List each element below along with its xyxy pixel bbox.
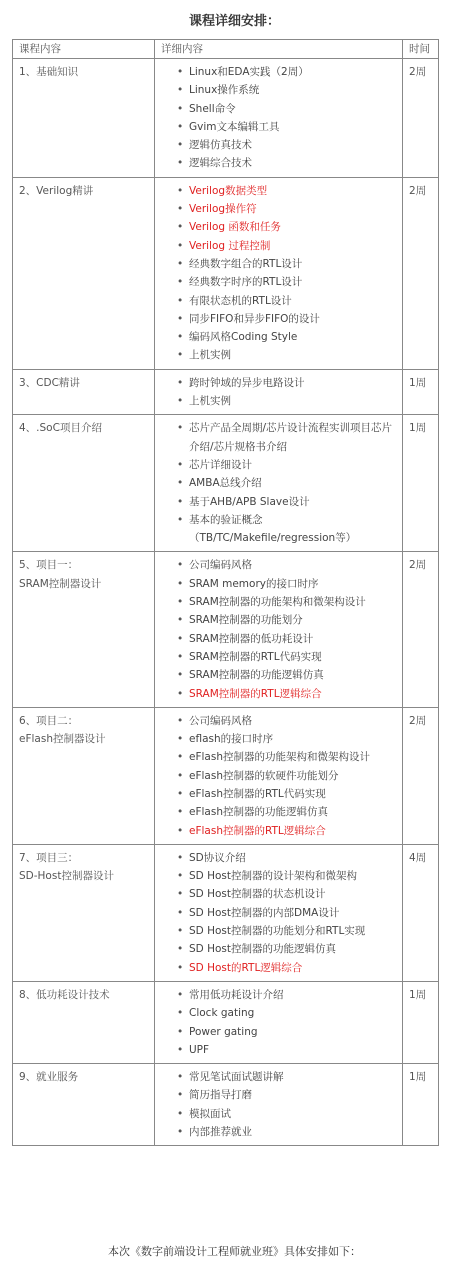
list-item: • 跨时钟域的异步电路设计	[177, 374, 396, 392]
list-item: • 公司编码风格	[177, 712, 396, 730]
course-subtitle: SD-Host控制器设计	[19, 870, 114, 883]
detail-list	[161, 556, 396, 702]
course-name: 1、基础知识	[19, 66, 79, 78]
course-cell	[13, 552, 155, 707]
header-course: 课程内容	[13, 40, 155, 59]
details-cell	[155, 552, 403, 707]
details-cell	[155, 1064, 403, 1146]
list-item: • 编码风格Coding Style	[177, 328, 396, 346]
duration-cell: 2周	[403, 707, 439, 844]
details-cell	[155, 707, 403, 844]
list-item: • 上机实例	[177, 392, 396, 410]
header-duration: 时间	[403, 40, 439, 59]
list-item: • 经典数字组合的RTL设计	[177, 255, 396, 273]
table-row	[13, 844, 439, 981]
table-row	[13, 369, 439, 415]
detail-list	[161, 63, 396, 173]
course-schedule-table	[12, 39, 439, 1146]
list-item: • SD Host控制器的内部DMA设计	[177, 904, 396, 922]
list-item: • SRAM控制器的功能划分	[177, 611, 396, 629]
list-item: • 逻辑综合技术	[177, 154, 396, 172]
duration-cell: 2周	[403, 59, 439, 178]
list-item: • Linux操作系统	[177, 81, 396, 99]
table-row	[13, 177, 439, 369]
list-item: • SD Host控制器的设计架构和微架构	[177, 867, 396, 885]
list-item: • 经典数字时序的RTL设计	[177, 273, 396, 291]
course-name: 4、.SoC项目介绍	[19, 422, 102, 435]
list-item: • eflash的接口时序	[177, 730, 396, 748]
table-body	[13, 59, 439, 1146]
details-cell	[155, 369, 403, 415]
list-item: • 芯片产品全周期/芯片设计流程实训项目芯片介绍/芯片规格书介绍	[177, 419, 396, 456]
list-item: • Clock gating	[177, 1004, 396, 1022]
list-item: • eFlash控制器的软硬件功能划分	[177, 767, 396, 785]
course-cell	[13, 369, 155, 415]
page-title: 课程详细安排：	[188, 14, 280, 29]
list-item: • Verilog 函数和任务	[177, 218, 396, 236]
list-item: • 简历指导打磨	[177, 1086, 396, 1104]
details-cell	[155, 177, 403, 369]
course-cell	[13, 981, 155, 1063]
detail-list	[161, 1068, 396, 1141]
list-item: • SRAM控制器的功能架构和微架构设计	[177, 593, 396, 611]
course-name: 3、CDC精讲	[19, 376, 80, 389]
course-name: 5、项目一：	[19, 559, 79, 572]
list-item: • SRAM控制器的低功耗设计	[177, 630, 396, 648]
table-header-row	[13, 40, 439, 59]
course-cell	[13, 59, 155, 178]
table-row	[13, 707, 439, 844]
course-cell	[13, 177, 155, 369]
list-item: • 有限状态机的RTL设计	[177, 292, 396, 310]
list-item: • SD Host控制器的功能划分和RTL实现	[177, 922, 396, 940]
duration-cell: 4周	[403, 844, 439, 981]
duration-cell: 2周	[403, 177, 439, 369]
list-item: • SD Host的RTL逻辑综合	[177, 959, 396, 977]
list-item: • 逻辑仿真技术	[177, 136, 396, 154]
list-item: • eFlash控制器的RTL逻辑综合	[177, 822, 396, 840]
list-item: • Verilog数据类型	[177, 182, 396, 200]
list-item: • 基于AHB/APB Slave设计	[177, 493, 396, 511]
list-item: • Gvim文本编辑工具	[177, 118, 396, 136]
list-item: • 常用低功耗设计介绍	[177, 986, 396, 1004]
table-row	[13, 1064, 439, 1146]
details-cell	[155, 844, 403, 981]
list-item: • SRAM memory的接口时序	[177, 575, 396, 593]
list-item: • SRAM控制器的RTL代码实现	[177, 648, 396, 666]
detail-list	[161, 712, 396, 840]
detail-list	[161, 374, 396, 411]
list-item: • SD协议介绍	[177, 849, 396, 867]
course-cell	[13, 844, 155, 981]
list-item: • 内部推荐就业	[177, 1123, 396, 1141]
list-item: • AMBA总线介绍	[177, 474, 396, 492]
duration-cell: 1周	[403, 369, 439, 415]
course-name: 6、项目二：	[19, 714, 79, 727]
duration-cell: 1周	[403, 981, 439, 1063]
list-item: • SRAM控制器的功能逻辑仿真	[177, 666, 396, 684]
course-name: 7、项目三：	[19, 851, 79, 864]
header-details: 详细内容	[155, 40, 403, 59]
duration-cell: 1周	[403, 1064, 439, 1146]
table-row	[13, 59, 439, 178]
course-subtitle: SRAM控制器设计	[19, 577, 102, 590]
details-cell	[155, 59, 403, 178]
course-subtitle: eFlash控制器设计	[19, 733, 106, 746]
list-item: • Shell命令	[177, 100, 396, 118]
list-item: • 公司编码风格	[177, 556, 396, 574]
list-item: • eFlash控制器的功能逻辑仿真	[177, 803, 396, 821]
detail-list	[161, 986, 396, 1059]
course-cell	[13, 707, 155, 844]
list-item: • Linux和EDA实践（2周）	[177, 63, 396, 81]
detail-list	[161, 849, 396, 977]
list-item: • Verilog操作符	[177, 200, 396, 218]
duration-cell: 1周	[403, 415, 439, 552]
table-row	[13, 552, 439, 707]
list-item: • 模拟面试	[177, 1105, 396, 1123]
course-name: 9、就业服务	[19, 1071, 79, 1084]
list-item: • 同步FIFO和异步FIFO的设计	[177, 310, 396, 328]
course-cell	[13, 1064, 155, 1146]
list-item: • SRAM控制器的RTL逻辑综合	[177, 685, 396, 703]
list-item: • eFlash控制器的RTL代码实现	[177, 785, 396, 803]
list-item: • Verilog 过程控制	[177, 237, 396, 255]
details-cell	[155, 981, 403, 1063]
list-item: • SD Host控制器的状态机设计	[177, 885, 396, 903]
detail-list	[161, 182, 396, 365]
footer-text: 本次《数字前端设计工程师就业班》具体安排如下：	[108, 1245, 361, 1258]
list-item: • 芯片详细设计	[177, 456, 396, 474]
list-item: • eFlash控制器的功能架构和微架构设计	[177, 748, 396, 766]
details-cell	[155, 415, 403, 552]
course-cell	[13, 415, 155, 552]
duration-cell: 2周	[403, 552, 439, 707]
list-item: • 上机实例	[177, 346, 396, 364]
list-item: • UPF	[177, 1041, 396, 1059]
list-item: • 常见笔试面试题讲解	[177, 1068, 396, 1086]
table-row	[13, 981, 439, 1063]
course-name: 2、Verilog精讲	[19, 184, 94, 197]
course-name: 8、低功耗设计技术	[19, 988, 110, 1001]
detail-list	[161, 419, 396, 547]
list-item: • Power gating	[177, 1023, 396, 1041]
list-item: • SD Host控制器的功能逻辑仿真	[177, 940, 396, 958]
table-row	[13, 415, 439, 552]
list-item: • 基本的验证概念（TB/TC/Makefile/regression等）	[177, 511, 396, 548]
